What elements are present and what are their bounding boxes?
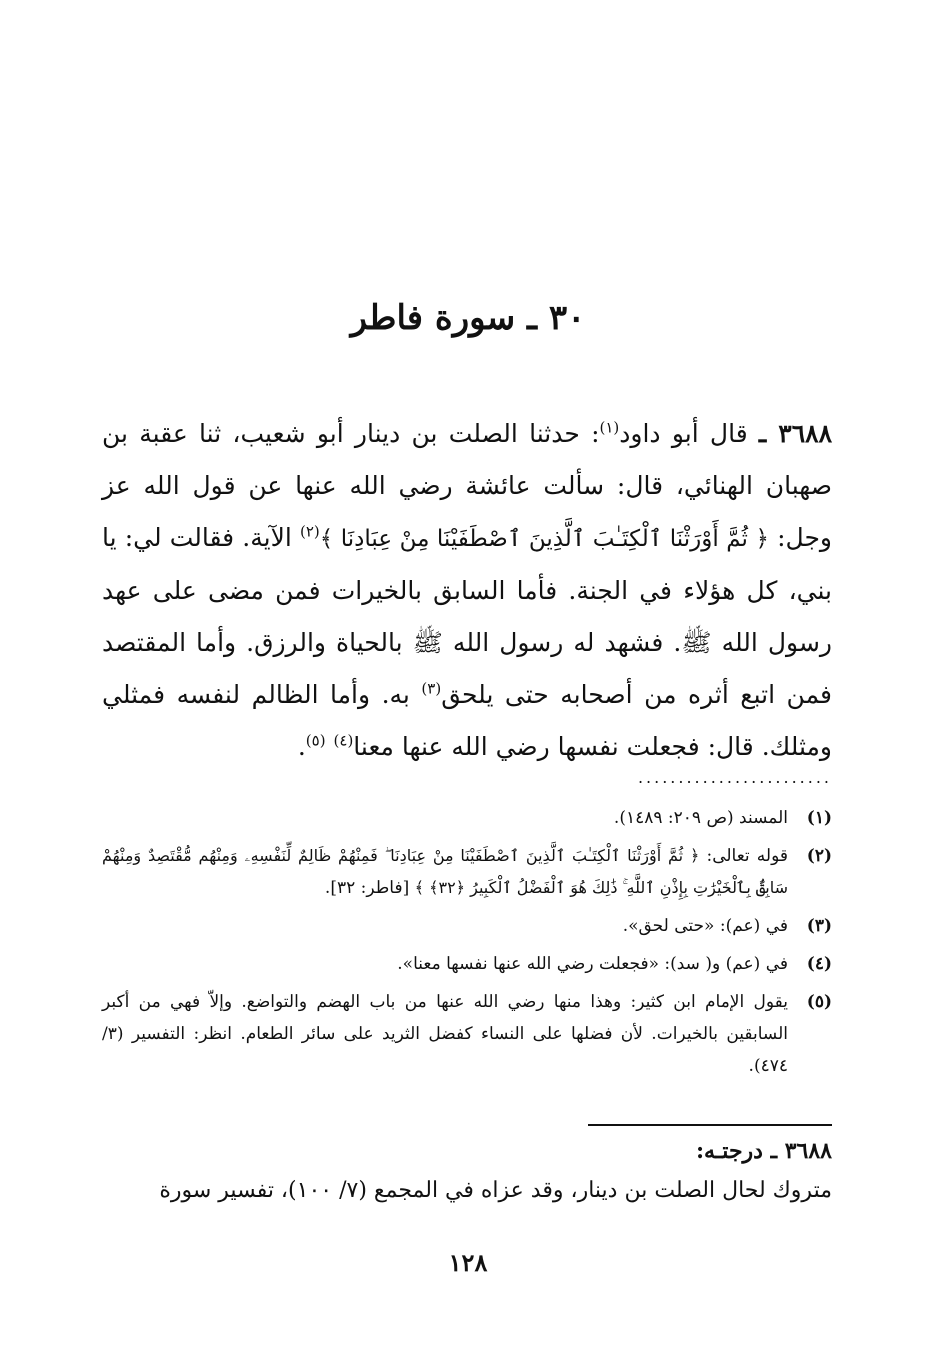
hadith-part-4: به. وأما الظالم لنفسه فمثلي ومثلك. قال: فجعلت نفسها رضي الله عنها معنا <box>102 680 832 761</box>
footnote-text: في (عم): «حتى لحق». <box>622 916 788 936</box>
footnote-mark: (٢) <box>806 846 832 866</box>
footnote-separator: ........................ <box>637 768 832 787</box>
footnote-text: المسند (ص ٢٠٩: ١٤٨٩). <box>613 808 788 828</box>
hadith-text <box>102 408 832 773</box>
footnote-ref-1[interactable]: (١) <box>599 418 620 437</box>
quran-verse: ﴿ ثُمَّ أَوْرَثْنَا ٱلْكِتَـٰبَ ٱلَّذِينَ ٱصْطَفَيْنَا مِنْ عِبَادِنَا ﴾ <box>319 526 769 552</box>
footnote-text <box>102 840 788 904</box>
footnote-text-after: [فاطر: ٣٢]. <box>324 878 415 898</box>
grade-heading: ٣٦٨٨ ـ درجتـه: <box>695 1138 832 1164</box>
footnote-text: في (عم) و( سد): «فجعلت رضي الله عنها نفسها معنا». <box>397 954 788 974</box>
footnote-quran-verse: ﴿ ثُمَّ أَوْرَثْنَا ٱلْكِتَـٰبَ ٱلَّذِينَ ٱصْطَفَيْنَا مِنْ عِبَادِنَا ۖ فَمِنْهُمْ ظَالِمٌ لِّنَفْسِهِۦ وَمِنْهُم مُّقْتَصِدٌ وَمِنْهُمْ سَابِقٌۢ بِٱلْخَيْرَٰتِ بِإِذْنِ ٱللَّهِ ۚ ذَٰلِكَ هُوَ ٱلْفَضْلُ ٱلْكَبِيرُ ﴿٣٢﴾ ﴾ <box>102 846 788 897</box>
hadith-part-3: الآية. فقالت لي: يا بني، كل هؤلاء في الجنة. فأما السابق بالخيرات فمن مضى على عهد رسول الله ﷺ. فشهد له رسول الله ﷺ بالحياة والرزق. وأما المقتصد فمن اتبع أثره من أصحابه حتى يلحق <box>102 523 832 709</box>
footnote-mark: (٤) <box>806 954 832 974</box>
footnote-1 <box>102 802 832 834</box>
footnote-mark: (٣) <box>806 916 832 936</box>
footnote-text: يقول الإمام ابن كثير: وهذا منها رضي الله عنها من باب الهضم والتواضع. وإلاّ فهي من أكبر السابقين بالخيرات. لأن فضلها على النساء كفضل الثريد على سائر الطعام. انظر: التفسير (٣/ ٤٧٤). <box>102 992 788 1076</box>
footnote-4 <box>102 948 832 980</box>
footnote-ref-4[interactable]: (٤) <box>333 731 354 750</box>
footnote-ref-3[interactable]: (٣) <box>421 679 442 698</box>
footnote-mark: (١) <box>806 808 832 828</box>
hadith-part-2: : حدثنا الصلت بن دينار أبو شعيب، ثنا عقبة بن صهبان الهنائي، قال: سألت عائشة رضي الله عنها عن قول الله عز وجل: <box>102 419 832 552</box>
footnote-3 <box>102 910 832 942</box>
footnote-text-before: قوله تعالى: <box>699 846 788 866</box>
section-divider <box>588 1124 832 1126</box>
footnote-mark: (٥) <box>806 992 832 1012</box>
page-number: ١٢٨ <box>448 1248 488 1277</box>
hadith-number: ٣٦٨٨ ـ <box>758 419 832 448</box>
footnote-5 <box>102 986 832 1082</box>
hadith-end: . <box>297 732 306 761</box>
footnote-ref-2[interactable]: (٢) <box>299 522 320 541</box>
footnote-ref-5[interactable]: (٥) <box>305 731 326 750</box>
grade-text: متروك لحال الصلت بن دينار، وقد عزاه في المجمع (٧/ ١٠٠)، تفسير سورة <box>159 1178 832 1203</box>
footnotes-list <box>102 802 832 1088</box>
footnote-2 <box>102 840 832 904</box>
surah-title: ٣٠ ـ سورة فاطر <box>350 298 586 338</box>
hadith-part-1: قال أبو داود <box>619 419 759 448</box>
